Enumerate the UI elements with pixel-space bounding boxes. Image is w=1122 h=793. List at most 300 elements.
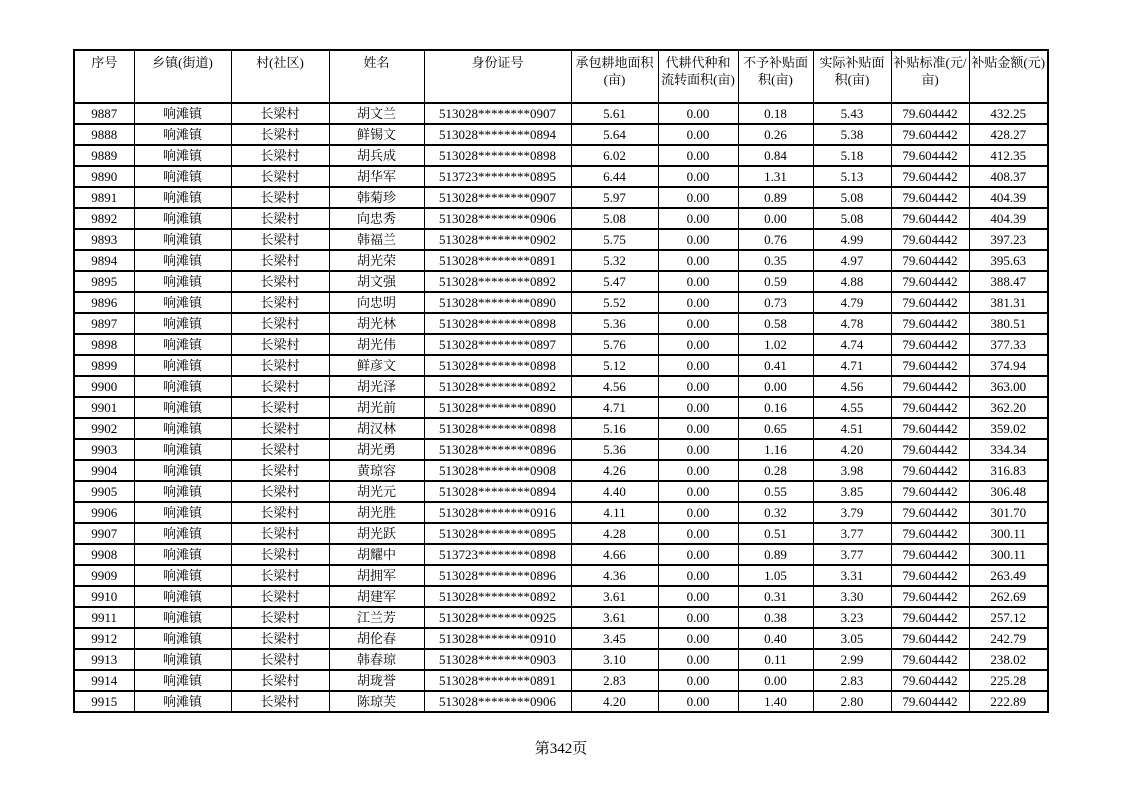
cell-name: 胡建军 — [329, 586, 424, 607]
cell-name: 胡珑誉 — [329, 670, 424, 691]
cell-transfer_area: 0.00 — [658, 145, 738, 166]
cell-subsidy_amount: 263.49 — [969, 565, 1048, 586]
cell-subsidy_amount: 222.89 — [969, 691, 1048, 712]
cell-subsidy_amount: 363.00 — [969, 376, 1048, 397]
cell-subsidy_rate: 79.604442 — [891, 418, 969, 439]
subsidy-table — [73, 49, 1049, 713]
cell-name: 鲜锡文 — [329, 124, 424, 145]
cell-village: 长梁村 — [231, 460, 329, 481]
cell-name: 胡文强 — [329, 271, 424, 292]
cell-id_number: 513028********0895 — [424, 523, 571, 544]
cell-village: 长梁村 — [231, 334, 329, 355]
cell-transfer_area: 0.00 — [658, 187, 738, 208]
cell-id_number: 513028********0894 — [424, 481, 571, 502]
cell-transfer_area: 0.00 — [658, 208, 738, 229]
cell-contracted_area: 5.76 — [571, 334, 658, 355]
table-row — [74, 103, 1048, 124]
cell-subsidy_rate: 79.604442 — [891, 229, 969, 250]
cell-subsidy_amount: 301.70 — [969, 502, 1048, 523]
cell-id_number: 513028********0907 — [424, 187, 571, 208]
cell-subsidy_amount: 225.28 — [969, 670, 1048, 691]
cell-index: 9902 — [74, 418, 134, 439]
cell-subsidy_amount: 334.34 — [969, 439, 1048, 460]
cell-contracted_area: 3.45 — [571, 628, 658, 649]
cell-actual_area: 2.80 — [813, 691, 891, 712]
cell-id_number: 513028********0898 — [424, 355, 571, 376]
cell-index: 9901 — [74, 397, 134, 418]
cell-subsidy_rate: 79.604442 — [891, 460, 969, 481]
cell-id_number: 513028********0925 — [424, 607, 571, 628]
cell-subsidy_amount: 432.25 — [969, 103, 1048, 124]
cell-village: 长梁村 — [231, 607, 329, 628]
cell-index: 9910 — [74, 586, 134, 607]
cell-id_number: 513028********0892 — [424, 271, 571, 292]
cell-subsidy_rate: 79.604442 — [891, 124, 969, 145]
table-row — [74, 502, 1048, 523]
cell-subsidy_rate: 79.604442 — [891, 670, 969, 691]
table-row — [74, 292, 1048, 313]
cell-index: 9892 — [74, 208, 134, 229]
cell-id_number: 513028********0906 — [424, 208, 571, 229]
cell-township: 响滩镇 — [134, 607, 231, 628]
cell-name: 胡汉林 — [329, 418, 424, 439]
cell-village: 长梁村 — [231, 250, 329, 271]
cell-actual_area: 4.20 — [813, 439, 891, 460]
cell-transfer_area: 0.00 — [658, 271, 738, 292]
cell-township: 响滩镇 — [134, 229, 231, 250]
table-row — [74, 460, 1048, 481]
cell-index: 9904 — [74, 460, 134, 481]
cell-transfer_area: 0.00 — [658, 691, 738, 712]
column-header-excluded_area: 不予补贴面积(亩) — [738, 50, 813, 103]
cell-township: 响滩镇 — [134, 313, 231, 334]
cell-id_number: 513028********0903 — [424, 649, 571, 670]
cell-excluded_area: 1.02 — [738, 334, 813, 355]
cell-township: 响滩镇 — [134, 460, 231, 481]
table-row — [74, 586, 1048, 607]
cell-actual_area: 3.05 — [813, 628, 891, 649]
cell-township: 响滩镇 — [134, 586, 231, 607]
cell-village: 长梁村 — [231, 649, 329, 670]
cell-excluded_area: 1.31 — [738, 166, 813, 187]
cell-contracted_area: 5.32 — [571, 250, 658, 271]
table-row — [74, 649, 1048, 670]
cell-village: 长梁村 — [231, 439, 329, 460]
cell-id_number: 513028********0894 — [424, 124, 571, 145]
cell-township: 响滩镇 — [134, 397, 231, 418]
cell-subsidy_rate: 79.604442 — [891, 502, 969, 523]
cell-contracted_area: 4.71 — [571, 397, 658, 418]
cell-excluded_area: 0.73 — [738, 292, 813, 313]
cell-id_number: 513723********0898 — [424, 544, 571, 565]
cell-township: 响滩镇 — [134, 544, 231, 565]
cell-subsidy_rate: 79.604442 — [891, 334, 969, 355]
cell-village: 长梁村 — [231, 103, 329, 124]
cell-transfer_area: 0.00 — [658, 544, 738, 565]
table-row — [74, 313, 1048, 334]
cell-transfer_area: 0.00 — [658, 103, 738, 124]
cell-transfer_area: 0.00 — [658, 502, 738, 523]
table-row — [74, 250, 1048, 271]
column-header-name: 姓名 — [329, 50, 424, 103]
cell-transfer_area: 0.00 — [658, 565, 738, 586]
header-row — [74, 50, 1048, 103]
cell-index: 9891 — [74, 187, 134, 208]
cell-name: 韩福兰 — [329, 229, 424, 250]
cell-contracted_area: 6.02 — [571, 145, 658, 166]
column-header-subsidy_amount: 补贴金额(元) — [969, 50, 1048, 103]
cell-index: 9905 — [74, 481, 134, 502]
cell-township: 响滩镇 — [134, 166, 231, 187]
cell-subsidy_amount: 238.02 — [969, 649, 1048, 670]
cell-village: 长梁村 — [231, 292, 329, 313]
table-row — [74, 544, 1048, 565]
cell-index: 9911 — [74, 607, 134, 628]
cell-contracted_area: 5.16 — [571, 418, 658, 439]
cell-contracted_area: 5.12 — [571, 355, 658, 376]
cell-subsidy_rate: 79.604442 — [891, 523, 969, 544]
cell-subsidy_amount: 359.02 — [969, 418, 1048, 439]
cell-subsidy_rate: 79.604442 — [891, 586, 969, 607]
cell-township: 响滩镇 — [134, 187, 231, 208]
cell-village: 长梁村 — [231, 544, 329, 565]
cell-id_number: 513028********0908 — [424, 460, 571, 481]
table-row — [74, 565, 1048, 586]
cell-name: 胡伦春 — [329, 628, 424, 649]
cell-township: 响滩镇 — [134, 628, 231, 649]
cell-id_number: 513028********0907 — [424, 103, 571, 124]
cell-name: 胡光荣 — [329, 250, 424, 271]
cell-contracted_area: 2.83 — [571, 670, 658, 691]
cell-excluded_area: 1.40 — [738, 691, 813, 712]
cell-excluded_area: 0.76 — [738, 229, 813, 250]
cell-village: 长梁村 — [231, 166, 329, 187]
column-header-index: 序号 — [74, 50, 134, 103]
cell-transfer_area: 0.00 — [658, 229, 738, 250]
cell-subsidy_rate: 79.604442 — [891, 544, 969, 565]
cell-index: 9888 — [74, 124, 134, 145]
table-row — [74, 334, 1048, 355]
cell-contracted_area: 5.36 — [571, 313, 658, 334]
cell-actual_area: 4.99 — [813, 229, 891, 250]
cell-township: 响滩镇 — [134, 103, 231, 124]
cell-actual_area: 5.08 — [813, 208, 891, 229]
cell-township: 响滩镇 — [134, 670, 231, 691]
cell-actual_area: 5.08 — [813, 187, 891, 208]
cell-excluded_area: 0.58 — [738, 313, 813, 334]
cell-excluded_area: 0.28 — [738, 460, 813, 481]
cell-id_number: 513028********0896 — [424, 565, 571, 586]
cell-village: 长梁村 — [231, 313, 329, 334]
cell-excluded_area: 1.05 — [738, 565, 813, 586]
cell-excluded_area: 0.00 — [738, 208, 813, 229]
cell-name: 胡光跃 — [329, 523, 424, 544]
table-row — [74, 166, 1048, 187]
cell-subsidy_rate: 79.604442 — [891, 187, 969, 208]
cell-id_number: 513028********0890 — [424, 397, 571, 418]
cell-excluded_area: 0.35 — [738, 250, 813, 271]
cell-actual_area: 4.88 — [813, 271, 891, 292]
cell-subsidy_rate: 79.604442 — [891, 439, 969, 460]
column-header-transfer_area: 代耕代种和流转面积(亩) — [658, 50, 738, 103]
cell-contracted_area: 5.36 — [571, 439, 658, 460]
cell-subsidy_rate: 79.604442 — [891, 313, 969, 334]
cell-name: 胡光林 — [329, 313, 424, 334]
cell-village: 长梁村 — [231, 523, 329, 544]
cell-contracted_area: 4.26 — [571, 460, 658, 481]
cell-village: 长梁村 — [231, 481, 329, 502]
cell-subsidy_rate: 79.604442 — [891, 292, 969, 313]
column-header-township: 乡镇(街道) — [134, 50, 231, 103]
cell-village: 长梁村 — [231, 586, 329, 607]
cell-transfer_area: 0.00 — [658, 397, 738, 418]
cell-subsidy_amount: 306.48 — [969, 481, 1048, 502]
cell-actual_area: 3.77 — [813, 523, 891, 544]
cell-excluded_area: 0.65 — [738, 418, 813, 439]
cell-contracted_area: 6.44 — [571, 166, 658, 187]
cell-village: 长梁村 — [231, 376, 329, 397]
table-row — [74, 355, 1048, 376]
cell-township: 响滩镇 — [134, 355, 231, 376]
cell-name: 胡兵成 — [329, 145, 424, 166]
cell-subsidy_rate: 79.604442 — [891, 271, 969, 292]
cell-name: 胡光胜 — [329, 502, 424, 523]
cell-id_number: 513028********0892 — [424, 376, 571, 397]
cell-subsidy_amount: 381.31 — [969, 292, 1048, 313]
cell-subsidy_amount: 242.79 — [969, 628, 1048, 649]
cell-actual_area: 4.55 — [813, 397, 891, 418]
cell-id_number: 513028********0916 — [424, 502, 571, 523]
cell-subsidy_rate: 79.604442 — [891, 103, 969, 124]
cell-actual_area: 3.85 — [813, 481, 891, 502]
cell-subsidy_rate: 79.604442 — [891, 355, 969, 376]
cell-village: 长梁村 — [231, 355, 329, 376]
cell-excluded_area: 0.31 — [738, 586, 813, 607]
cell-transfer_area: 0.00 — [658, 355, 738, 376]
cell-excluded_area: 0.16 — [738, 397, 813, 418]
cell-name: 胡耀中 — [329, 544, 424, 565]
cell-village: 长梁村 — [231, 208, 329, 229]
cell-transfer_area: 0.00 — [658, 586, 738, 607]
cell-index: 9893 — [74, 229, 134, 250]
cell-index: 9909 — [74, 565, 134, 586]
cell-transfer_area: 0.00 — [658, 523, 738, 544]
cell-transfer_area: 0.00 — [658, 250, 738, 271]
cell-subsidy_amount: 374.94 — [969, 355, 1048, 376]
cell-subsidy_amount: 404.39 — [969, 187, 1048, 208]
cell-subsidy_rate: 79.604442 — [891, 607, 969, 628]
cell-id_number: 513028********0906 — [424, 691, 571, 712]
table-row — [74, 271, 1048, 292]
cell-id_number: 513028********0891 — [424, 250, 571, 271]
cell-transfer_area: 0.00 — [658, 313, 738, 334]
cell-subsidy_amount: 257.12 — [969, 607, 1048, 628]
table-row — [74, 229, 1048, 250]
cell-index: 9915 — [74, 691, 134, 712]
cell-id_number: 513723********0895 — [424, 166, 571, 187]
cell-township: 响滩镇 — [134, 523, 231, 544]
cell-actual_area: 4.78 — [813, 313, 891, 334]
cell-name: 胡拥军 — [329, 565, 424, 586]
cell-contracted_area: 4.28 — [571, 523, 658, 544]
cell-subsidy_amount: 362.20 — [969, 397, 1048, 418]
cell-transfer_area: 0.00 — [658, 376, 738, 397]
cell-subsidy_amount: 316.83 — [969, 460, 1048, 481]
cell-transfer_area: 0.00 — [658, 166, 738, 187]
cell-id_number: 513028********0897 — [424, 334, 571, 355]
table-row — [74, 523, 1048, 544]
cell-actual_area: 3.31 — [813, 565, 891, 586]
cell-contracted_area: 3.61 — [571, 586, 658, 607]
cell-name: 韩菊珍 — [329, 187, 424, 208]
cell-excluded_area: 0.00 — [738, 376, 813, 397]
cell-index: 9895 — [74, 271, 134, 292]
cell-township: 响滩镇 — [134, 691, 231, 712]
cell-township: 响滩镇 — [134, 208, 231, 229]
cell-actual_area: 3.77 — [813, 544, 891, 565]
cell-transfer_area: 0.00 — [658, 418, 738, 439]
cell-index: 9887 — [74, 103, 134, 124]
table-row — [74, 418, 1048, 439]
cell-transfer_area: 0.00 — [658, 628, 738, 649]
cell-township: 响滩镇 — [134, 145, 231, 166]
table-row — [74, 607, 1048, 628]
cell-village: 长梁村 — [231, 271, 329, 292]
cell-index: 9889 — [74, 145, 134, 166]
cell-village: 长梁村 — [231, 124, 329, 145]
cell-contracted_area: 5.61 — [571, 103, 658, 124]
cell-subsidy_amount: 412.35 — [969, 145, 1048, 166]
cell-transfer_area: 0.00 — [658, 439, 738, 460]
cell-transfer_area: 0.00 — [658, 124, 738, 145]
cell-index: 9894 — [74, 250, 134, 271]
page-number: 第342页 — [534, 741, 588, 757]
column-header-subsidy_rate: 补贴标准(元/亩) — [891, 50, 969, 103]
cell-actual_area: 3.23 — [813, 607, 891, 628]
cell-name: 江兰芳 — [329, 607, 424, 628]
cell-contracted_area: 4.36 — [571, 565, 658, 586]
cell-id_number: 513028********0891 — [424, 670, 571, 691]
cell-contracted_area: 5.97 — [571, 187, 658, 208]
table-body — [74, 103, 1048, 712]
table-row — [74, 439, 1048, 460]
cell-actual_area: 4.79 — [813, 292, 891, 313]
cell-village: 长梁村 — [231, 397, 329, 418]
cell-subsidy_rate: 79.604442 — [891, 649, 969, 670]
cell-actual_area: 5.38 — [813, 124, 891, 145]
cell-index: 9900 — [74, 376, 134, 397]
table-row — [74, 628, 1048, 649]
cell-village: 长梁村 — [231, 418, 329, 439]
cell-index: 9907 — [74, 523, 134, 544]
cell-township: 响滩镇 — [134, 481, 231, 502]
table-row — [74, 670, 1048, 691]
cell-subsidy_amount: 404.39 — [969, 208, 1048, 229]
cell-contracted_area: 5.08 — [571, 208, 658, 229]
cell-subsidy_amount: 262.69 — [969, 586, 1048, 607]
cell-actual_area: 4.56 — [813, 376, 891, 397]
cell-id_number: 513028********0898 — [424, 145, 571, 166]
cell-subsidy_rate: 79.604442 — [891, 691, 969, 712]
cell-subsidy_rate: 79.604442 — [891, 397, 969, 418]
column-header-village: 村(社区) — [231, 50, 329, 103]
cell-index: 9913 — [74, 649, 134, 670]
cell-excluded_area: 0.11 — [738, 649, 813, 670]
cell-contracted_area: 4.40 — [571, 481, 658, 502]
cell-actual_area: 5.18 — [813, 145, 891, 166]
cell-transfer_area: 0.00 — [658, 607, 738, 628]
cell-transfer_area: 0.00 — [658, 481, 738, 502]
cell-excluded_area: 0.00 — [738, 670, 813, 691]
table-row — [74, 208, 1048, 229]
column-header-id_number: 身份证号 — [424, 50, 571, 103]
cell-contracted_area: 5.64 — [571, 124, 658, 145]
cell-name: 陈琼芙 — [329, 691, 424, 712]
cell-excluded_area: 0.26 — [738, 124, 813, 145]
cell-contracted_area: 3.10 — [571, 649, 658, 670]
cell-actual_area: 4.74 — [813, 334, 891, 355]
cell-contracted_area: 5.47 — [571, 271, 658, 292]
cell-village: 长梁村 — [231, 145, 329, 166]
cell-actual_area: 5.43 — [813, 103, 891, 124]
cell-index: 9908 — [74, 544, 134, 565]
cell-village: 长梁村 — [231, 628, 329, 649]
cell-contracted_area: 3.61 — [571, 607, 658, 628]
cell-actual_area: 4.97 — [813, 250, 891, 271]
cell-township: 响滩镇 — [134, 418, 231, 439]
cell-contracted_area: 5.52 — [571, 292, 658, 313]
cell-excluded_area: 0.51 — [738, 523, 813, 544]
cell-actual_area: 3.30 — [813, 586, 891, 607]
column-header-actual_area: 实际补贴面积(亩) — [813, 50, 891, 103]
cell-township: 响滩镇 — [134, 565, 231, 586]
cell-subsidy_rate: 79.604442 — [891, 565, 969, 586]
cell-index: 9890 — [74, 166, 134, 187]
cell-actual_area: 3.98 — [813, 460, 891, 481]
cell-subsidy_rate: 79.604442 — [891, 376, 969, 397]
cell-actual_area: 2.83 — [813, 670, 891, 691]
cell-subsidy_amount: 408.37 — [969, 166, 1048, 187]
cell-township: 响滩镇 — [134, 334, 231, 355]
cell-index: 9896 — [74, 292, 134, 313]
cell-village: 长梁村 — [231, 229, 329, 250]
cell-actual_area: 4.51 — [813, 418, 891, 439]
cell-excluded_area: 0.89 — [738, 187, 813, 208]
cell-name: 胡光泽 — [329, 376, 424, 397]
cell-subsidy_amount: 300.11 — [969, 523, 1048, 544]
cell-subsidy_rate: 79.604442 — [891, 145, 969, 166]
table-row — [74, 145, 1048, 166]
cell-subsidy_rate: 79.604442 — [891, 628, 969, 649]
cell-excluded_area: 1.16 — [738, 439, 813, 460]
cell-name: 向忠明 — [329, 292, 424, 313]
cell-village: 长梁村 — [231, 187, 329, 208]
cell-subsidy_amount: 388.47 — [969, 271, 1048, 292]
cell-township: 响滩镇 — [134, 439, 231, 460]
cell-excluded_area: 0.32 — [738, 502, 813, 523]
cell-subsidy_amount: 395.63 — [969, 250, 1048, 271]
cell-contracted_area: 5.75 — [571, 229, 658, 250]
table-row — [74, 124, 1048, 145]
cell-name: 胡光伟 — [329, 334, 424, 355]
cell-subsidy_amount: 397.23 — [969, 229, 1048, 250]
cell-actual_area: 4.71 — [813, 355, 891, 376]
cell-excluded_area: 0.18 — [738, 103, 813, 124]
cell-excluded_area: 0.55 — [738, 481, 813, 502]
column-header-contracted_area: 承包耕地面积(亩) — [571, 50, 658, 103]
table-row — [74, 187, 1048, 208]
cell-index: 9898 — [74, 334, 134, 355]
